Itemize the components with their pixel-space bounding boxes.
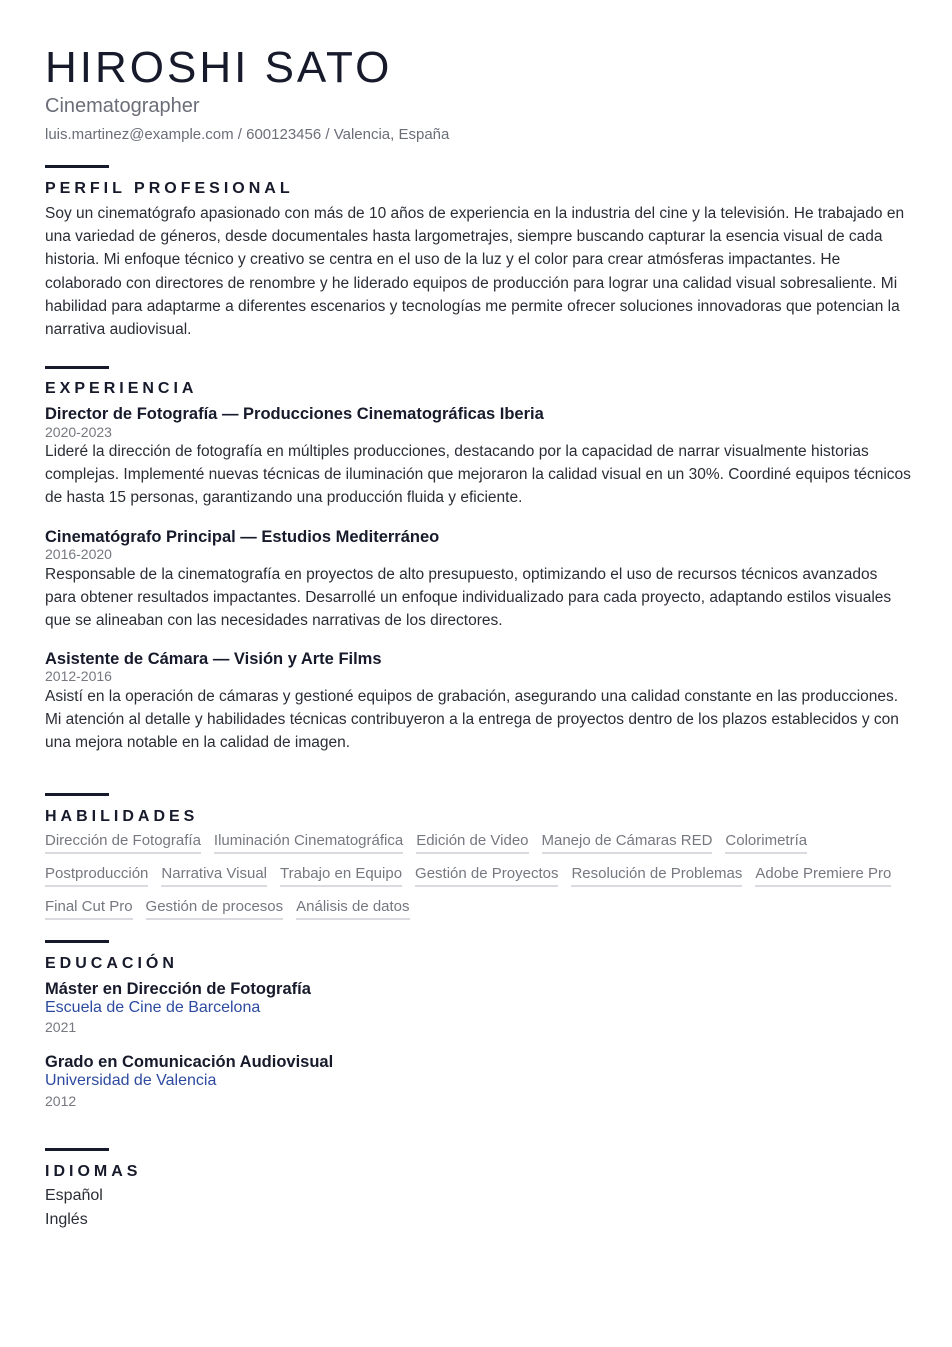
section-divider [45,1148,109,1151]
section-divider [45,940,109,943]
job-dates: 2016-2020 [45,546,112,562]
section-title-education: EDUCACIÓN [45,955,178,972]
job-dates: 2020-2023 [45,424,112,440]
skill-tag: Postproducción [45,864,148,887]
skill-tag: Trabajo en Equipo [280,864,402,887]
section-divider [45,165,109,168]
section-divider [45,793,109,796]
job-dates: 2012-2016 [45,668,112,684]
skill-tag: Edición de Video [416,831,528,854]
skill-tag: Dirección de Fotografía [45,831,201,854]
profile-summary: Soy un cinematógrafo apasionado con más de 10 años de experiencia en la industria del cine y la televisión. He trabajado en una variedad de géneros, desde documentales hasta largometrajes, siempre buscando capturar la esencia visual de cada historia. Mi enfoque técnico y creativo se centra en el uso de la luz y el color para crear atmósferas impactantes. He colaborado con directores de renombre y he liderado equipos de producción para lograr una calidad visual sobresaliente. Mi habilidad para adaptarme a diferentes escenarios y tecnologías me permite ofrecer soluciones innovadoras que potencian la narrativa audiovisual. [45,205,905,339]
degree-title: Máster en Dirección de Fotografía [45,980,311,998]
graduation-year: 2012 [45,1093,77,1109]
section-title-languages: IDIOMAS [45,1163,142,1180]
skill-tag: Narrativa Visual [161,864,267,887]
job-description: Responsable de la cinematografía en proyectos de alto presupuesto, optimizando el uso de recursos técnicos avanzados para obtener resultados impactantes. Desarrollé un enfoque individualizado para cada proyecto, adaptando estilos visuales que se alineaban con las necesidades narrativas de los directores. [45,566,892,630]
job-description: Asistí en la operación de cámaras y gestioné equipos de grabación, asegurando una calidad constante en las producciones. Mi atención al detalle y habilidades técnicas contribuyeron a la entrega de proyectos dentro de los plazos establecidos y con una mejora notable en la calidad de imagen. [45,688,899,752]
skill-tag: Gestión de procesos [146,897,284,920]
skill-tag: Final Cut Pro [45,897,133,920]
job-title: Asistente de Cámara — Visión y Arte Films [45,650,382,668]
job-description: Lideré la dirección de fotografía en múltiples producciones, destacando por la capacidad de narrar visualmente historias complejas. Implementé nuevas técnicas de iluminación que mejoraron la calidad visual en un 30%. Coordiné equipos técnicos de hasta 15 personas, garantizando una producción fluida y eficiente. [45,443,911,507]
skill-tag: Colorimetría [725,831,807,854]
skill-tag: Manejo de Cámaras RED [542,831,713,854]
section-title-skills: HABILIDADES [45,808,199,825]
section-divider [45,366,109,369]
skill-tag: Resolución de Problemas [571,864,742,887]
section-title-experience: EXPERIENCIA [45,380,198,397]
graduation-year: 2021 [45,1019,77,1035]
section-title-profile: PERFIL PROFESIONAL [45,180,294,197]
contact-info: luis.martinez@example.com / 600123456 / Valencia, España [45,126,450,143]
candidate-name: HIROSHI SATO [45,43,393,92]
skill-tag: Adobe Premiere Pro [755,864,891,887]
language-item: Español [45,1187,103,1204]
skills-row [45,831,820,854]
skill-tag: Iluminación Cinematográfica [214,831,403,854]
degree-title: Grado en Comunicación Audiovisual [45,1053,334,1071]
school-name: Escuela de Cine de Barcelona [45,999,261,1016]
skill-tag: Análisis de datos [296,897,409,920]
candidate-role: Cinematographer [45,95,200,117]
skills-row [45,864,904,887]
job-title: Cinematógrafo Principal — Estudios Mediterráneo [45,528,440,546]
skill-tag: Gestión de Proyectos [415,864,558,887]
job-title: Director de Fotografía — Producciones Cinematográficas Iberia [45,405,544,423]
school-name: Universidad de Valencia [45,1072,217,1089]
language-item: Inglés [45,1211,88,1228]
skills-row [45,897,423,920]
